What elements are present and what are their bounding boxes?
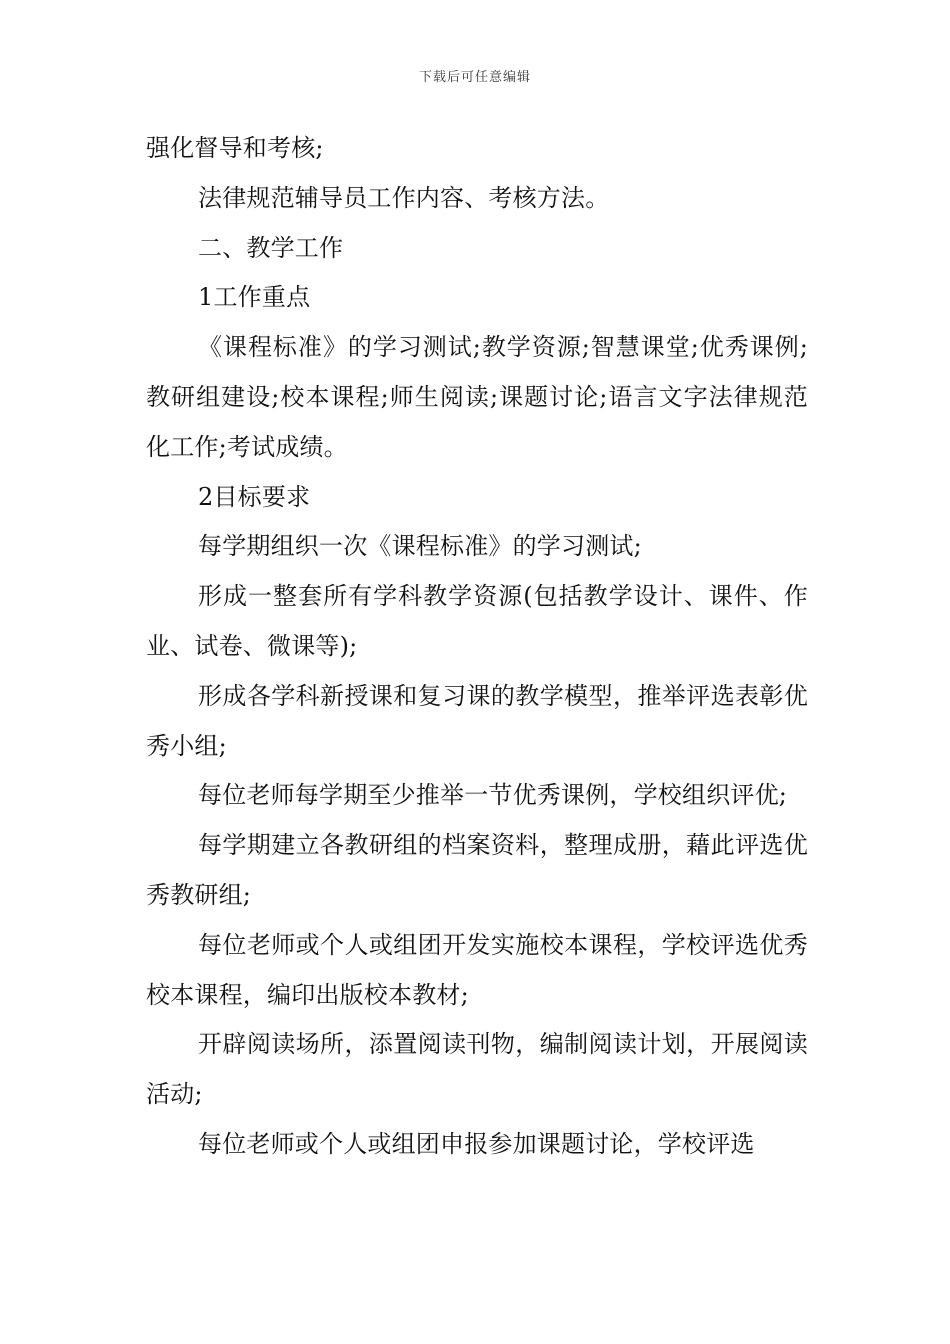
goal-item-6: 每位老师或个人或组团开发实施校本课程，学校评选优秀校本课程，编印出版校本教材; (146, 930, 808, 1009)
document-body (146, 124, 808, 1170)
paragraph-work-focus: 《课程标准》的学习测试;教学资源;智慧课堂;优秀课例;教研组建设;校本课程;师生阅读;课题讨论;语言文字法律规范化工作;考试成绩。 (146, 333, 808, 461)
page-header-note: 下载后可任意编辑 (418, 70, 531, 85)
goal-item-5: 每学期建立各教研组的档案资料，整理成册，藉此评选优秀教研组; (146, 831, 808, 909)
section-heading-teaching: 二、教学工作 (198, 233, 344, 262)
goal-item-7: 开辟阅读场所，添置阅读刊物，编制阅读计划，开展阅读活动; (146, 1030, 808, 1109)
subheading-goals: 2目标要求 (198, 482, 311, 511)
goal-item-3: 形成各学科新授课和复习课的教学模型，推举评选表彰优秀小组; (146, 681, 808, 760)
goal-item-4: 每位老师每学期至少推举一节优秀课例，学校组织评优; (198, 781, 788, 810)
paragraph-2: 法律规范辅导员工作内容、考核方法。 (198, 183, 610, 212)
goal-item-8: 每位老师或个人或组团申报参加课题讨论，学校评选 (198, 1129, 755, 1158)
goal-item-1: 每学期组织一次《课程标准》的学习测试; (198, 532, 642, 561)
paragraph-1: 强化督导和考核; (146, 134, 324, 162)
goal-item-2: 形成一整套所有学科教学资源(包括教学设计、课件、作业、试卷、微课等); (146, 582, 808, 660)
subheading-work-focus: 1工作重点 (198, 283, 311, 312)
